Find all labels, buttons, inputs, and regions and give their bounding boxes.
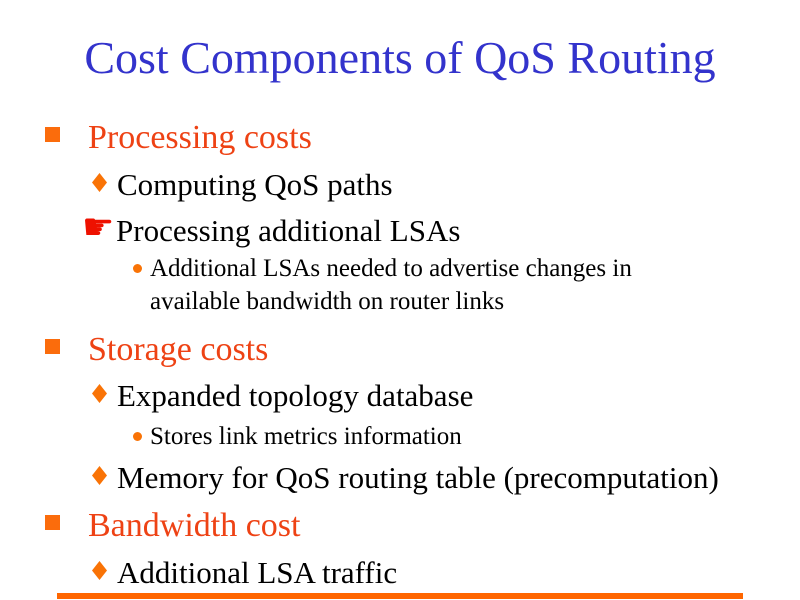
bullet-item-label: Memory for QoS routing table (precomputation) <box>117 460 719 495</box>
bullet-item-label: Additional LSA traffic <box>117 555 398 590</box>
diamond-bullet-icon <box>92 384 107 403</box>
bullet-item-label: Expanded topology database <box>117 378 474 413</box>
diamond-bullet-icon <box>92 173 107 192</box>
footer-bar <box>57 593 743 599</box>
bullet-item-label: Processing additional LSAs <box>116 213 461 248</box>
bullet-item-label: Processing costs <box>88 119 312 156</box>
bullet-item-label: Additional LSAs needed to advertise changes in available bandwidth on router links <box>150 255 632 315</box>
bullet-item-label: Bandwidth cost <box>88 507 301 544</box>
square-bullet-icon <box>45 127 60 142</box>
pointing-hand-icon: ☛ <box>82 207 115 248</box>
circle-bullet-icon <box>133 264 142 273</box>
diamond-bullet-icon <box>92 561 107 580</box>
bullet-item-label: Stores link metrics information <box>150 423 462 450</box>
diamond-bullet-icon <box>92 466 107 485</box>
bullet-item-label: Storage costs <box>88 331 269 368</box>
slide-title: Cost Components of QoS Routing <box>84 32 716 83</box>
square-bullet-icon <box>45 515 60 530</box>
square-bullet-icon <box>45 339 60 354</box>
bullet-item-label: Computing QoS paths <box>117 167 393 202</box>
circle-bullet-icon <box>133 432 142 441</box>
